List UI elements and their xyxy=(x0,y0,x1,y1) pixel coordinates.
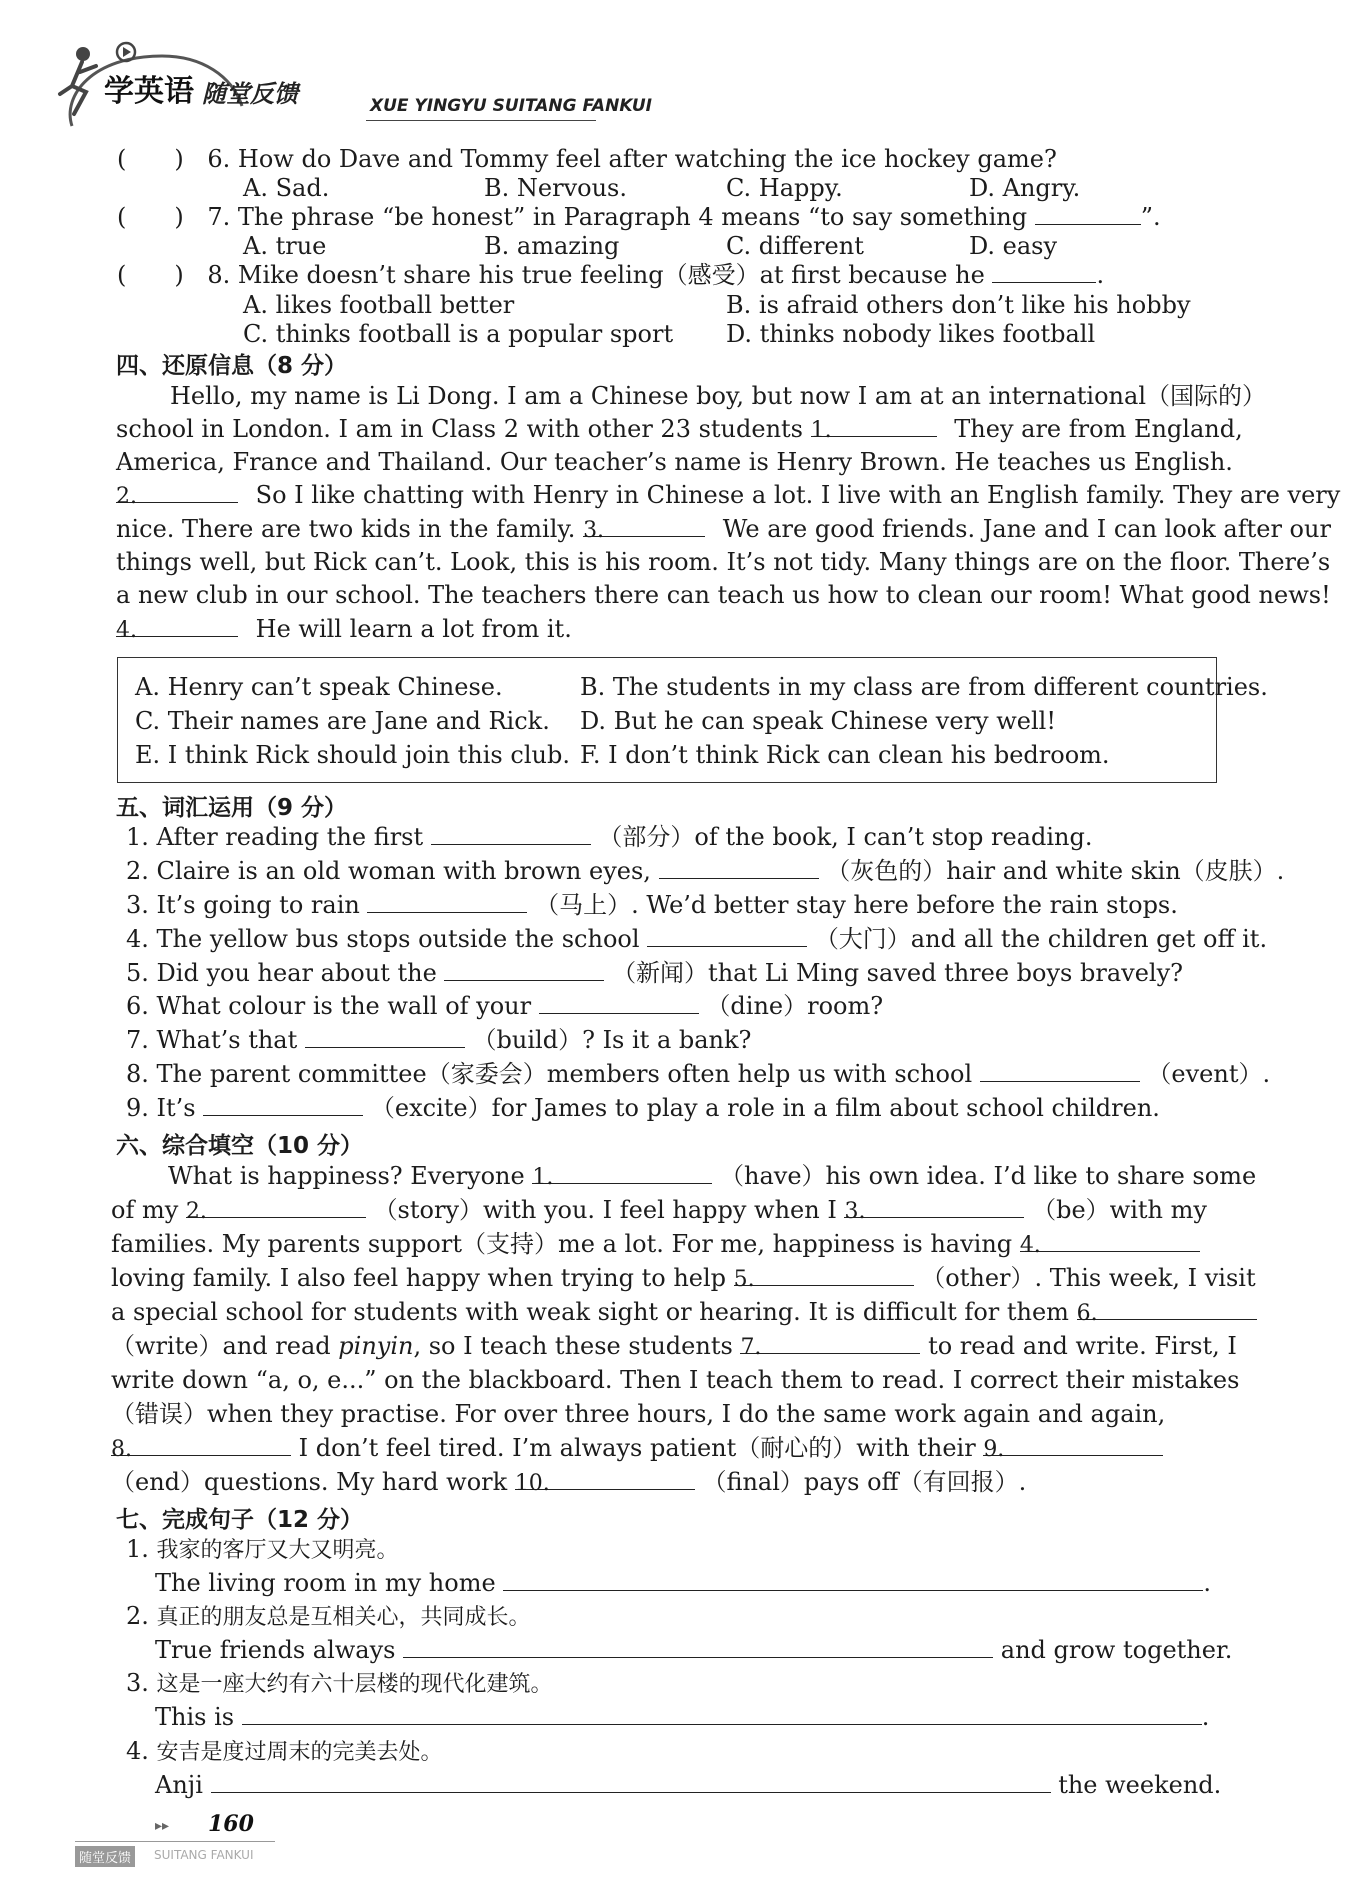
sentence-blank[interactable] xyxy=(242,1702,1202,1725)
sentence-3-en: This is . xyxy=(155,1703,1210,1731)
section4-line-6: things well, but Rick can’t. Look, this is his room. It’s not tidy. Many things are on the floor. There’s xyxy=(116,548,1331,576)
blank-2[interactable]: 2. xyxy=(116,480,238,503)
option-f[interactable]: F. I don’t think Rick can clean his bedroom. xyxy=(580,741,1110,769)
mc-q8-option-d[interactable]: D. thinks nobody likes football xyxy=(726,320,1096,348)
vocab-item-9: 9. It’s （excite）for James to play a role in a film about school children. xyxy=(126,1094,1160,1122)
cloze-line-10: （end）questions. My hard work 10. （final）pays off（有回报）. xyxy=(111,1468,1027,1496)
sentence-2-cn: 2. 真正的朋友总是互相关心，共同成长。 xyxy=(126,1602,531,1630)
cloze-line-6: （write）and read pinyin, so I teach these students 7. to read and write. First, I xyxy=(111,1332,1237,1360)
options-box xyxy=(117,657,1268,783)
header-banner xyxy=(52,36,652,136)
answer-blank[interactable] xyxy=(992,260,1096,283)
question-text: The phrase “be honest” in Paragraph 4 means “to say something xyxy=(237,203,1028,231)
section4-line-8: 4. He will learn a lot from it. xyxy=(116,615,572,643)
mc-q6 xyxy=(117,144,1057,174)
cloze-blank-4[interactable]: 4. xyxy=(1020,1229,1200,1252)
vocab-item-2: 2. Claire is an old woman with brown eyes, （灰色的）hair and white skin（皮肤）. xyxy=(126,857,1285,885)
sentence-blank[interactable] xyxy=(503,1568,1203,1591)
header-title-pinyin: XUE YINGYU SUITANG FANKUI xyxy=(370,96,653,116)
answer-paren[interactable]: ( ) xyxy=(117,145,184,173)
cloze-line-8: （错误）when they practise. For over three hours, I do the same work again and again, xyxy=(111,1400,1166,1428)
vocab-item-8: 8. The parent committee（家委会）members often help us with school （event）. xyxy=(126,1060,1271,1088)
option-b[interactable]: B. The students in my class are from different countries. xyxy=(580,673,1268,701)
option-c[interactable]: C. Their names are Jane and Rick. xyxy=(135,707,550,735)
section4-line-1: Hello, my name is Li Dong. I am a Chinese boy, but now I am at an international（国际的） xyxy=(170,382,1266,410)
vocab-item-6: 6. What colour is the wall of your （dine）room? xyxy=(126,992,884,1020)
cloze-blank-9[interactable]: 9. xyxy=(983,1433,1163,1456)
option-e[interactable]: E. I think Rick should join this club. xyxy=(135,741,570,769)
vocab-blank[interactable] xyxy=(367,890,527,913)
header-title-cn: 学英语 xyxy=(104,74,194,109)
cloze-line-2: of my 2. （story）with you. I feel happy when I 3. （be）with my xyxy=(111,1196,1207,1224)
page-number: 160 xyxy=(208,1811,254,1837)
sentence-4-en: Anji the weekend. xyxy=(155,1771,1222,1799)
section4-heading: 四、还原信息（8 分） xyxy=(116,353,348,379)
cloze-blank-8[interactable]: 8. xyxy=(111,1433,291,1456)
sentence-1-en: The living room in my home . xyxy=(155,1569,1211,1597)
cloze-line-7: write down “a, o, e...” on the blackboard. Then I teach them to read. I correct their mistakes xyxy=(111,1366,1240,1394)
mc-q7: ( ) 7. The phrase “be honest” in Paragraph 4 means “to say something ”. xyxy=(117,203,1161,231)
blank-1[interactable]: 1. xyxy=(811,414,937,437)
cloze-line-9: 8. I don’t feel tired. I’m always patient（耐心的）with their 9. xyxy=(111,1433,1163,1463)
section5-heading: 五、词汇运用（9 分） xyxy=(116,795,348,821)
question-number: 8. xyxy=(207,261,231,289)
blank-4[interactable]: 4. xyxy=(116,614,238,637)
vocab-item-7: 7. What’s that （build）? Is it a bank? xyxy=(126,1026,752,1054)
cloze-blank-5[interactable]: 5. xyxy=(734,1263,914,1286)
cloze-blank-2[interactable]: 2. xyxy=(186,1195,366,1218)
question-text: How do Dave and Tommy feel after watching the ice hockey game? xyxy=(237,145,1057,173)
section4-line-4: 2. So I like chatting with Henry in Chinese a lot. I live with an English family. They are very xyxy=(116,481,1341,509)
question-number: 6. xyxy=(207,145,231,173)
mc-q8-option-c[interactable]: C. thinks football is a popular sport xyxy=(243,320,674,348)
vocab-blank[interactable] xyxy=(659,856,819,879)
vocab-item-3: 3. It’s going to rain （马上）. We’d better stay here before the rain stops. xyxy=(126,891,1178,919)
cloze-line-4: loving family. I also feel happy when trying to help 5. （other）. This week, I visit xyxy=(111,1264,1256,1292)
section4-line-7: a new club in our school. The teachers there can teach us how to clean our room! What good news! xyxy=(116,581,1331,609)
cloze-blank-1[interactable]: 1. xyxy=(532,1161,712,1184)
option-a[interactable]: A. Henry can’t speak Chinese. xyxy=(135,673,503,701)
mc-q8: ( ) 8. Mike doesn’t share his true feeling（感受）at first because he . xyxy=(117,261,1105,289)
vocab-item-4: 4. The yellow bus stops outside the school （大门）and all the children get off it. xyxy=(126,925,1268,953)
vocab-blank[interactable] xyxy=(431,822,591,845)
cloze-blank-10[interactable]: 10. xyxy=(515,1467,695,1490)
mc-q8-option-b[interactable]: B. is afraid others don’t like his hobby xyxy=(726,291,1191,319)
footer-rule xyxy=(75,1841,275,1842)
vocab-blank[interactable] xyxy=(539,991,699,1014)
footer-label-cn: 随堂反馈 xyxy=(75,1846,135,1867)
section7-heading: 七、完成句子（12 分） xyxy=(116,1507,364,1533)
vocab-item-5: 5. Did you hear about the （新闻）that Li Ming saved three boys bravely? xyxy=(126,959,1183,987)
mc-q7-option-d[interactable]: D. easy xyxy=(969,232,1058,260)
cloze-blank-7[interactable]: 7. xyxy=(740,1331,920,1354)
vocab-blank[interactable] xyxy=(444,958,604,981)
sentence-blank[interactable] xyxy=(403,1635,993,1658)
sentence-4-cn: 4. 安吉是度过周末的完美去处。 xyxy=(126,1737,443,1765)
sentence-1-cn: 1. 我家的客厅又大又明亮。 xyxy=(126,1535,399,1563)
mc-q6-option-d[interactable]: D. Angry. xyxy=(969,174,1081,202)
sentence-3-cn: 3. 这是一座大约有六十层楼的现代化建筑。 xyxy=(126,1669,553,1697)
mc-q6-option-a[interactable]: A. Sad. xyxy=(243,174,330,202)
header-subtitle-cn: 随堂反馈 xyxy=(202,80,298,108)
answer-paren[interactable]: ( ) xyxy=(117,203,184,231)
mc-q7-option-b[interactable]: B. amazing xyxy=(484,232,620,260)
section6-heading: 六、综合填空（10 分） xyxy=(116,1133,364,1159)
vocab-blank[interactable] xyxy=(305,1025,465,1048)
sentence-2-en: True friends always and grow together. xyxy=(155,1636,1233,1664)
section4-line-2: school in London. I am in Class 2 with other 23 students 1. They are from England, xyxy=(116,415,1243,443)
header-rule xyxy=(366,120,596,121)
cloze-blank-6[interactable]: 6. xyxy=(1077,1297,1257,1320)
section4-line-3: America, France and Thailand. Our teacher’s name is Henry Brown. He teaches us English. xyxy=(116,448,1233,476)
mc-q6-option-c[interactable]: C. Happy. xyxy=(726,174,843,202)
vocab-blank[interactable] xyxy=(647,924,807,947)
answer-paren[interactable]: ( ) xyxy=(117,261,184,289)
cloze-line-3: families. My parents support（支持）me a lot. For me, happiness is having 4. xyxy=(111,1229,1200,1259)
mc-q8-option-a[interactable]: A. likes football better xyxy=(243,291,515,319)
question-text: Mike doesn’t share his true feeling（感受）at first because he xyxy=(237,261,985,289)
footer-arrows-icon: ▸▸ xyxy=(155,1818,170,1834)
footer-label-en: SUITANG FANKUI xyxy=(154,1848,254,1862)
vocab-item-1: 1. After reading the first （部分）of the book, I can’t stop reading. xyxy=(126,823,1093,851)
answer-blank[interactable] xyxy=(1035,202,1141,225)
mc-q7-option-c[interactable]: C. different xyxy=(726,232,864,260)
blank-3[interactable]: 3. xyxy=(583,514,705,537)
section4-line-5: nice. There are two kids in the family. 3. We are good friends. Jane and I can look after our xyxy=(116,515,1331,543)
mc-q7-option-a[interactable]: A. true xyxy=(243,232,327,260)
cloze-blank-3[interactable]: 3. xyxy=(844,1195,1024,1218)
cloze-line-1: What is happiness? Everyone 1. （have）his own idea. I’d like to share some xyxy=(168,1162,1257,1190)
option-d[interactable]: D. But he can speak Chinese very well! xyxy=(580,707,1056,735)
cloze-line-5: a special school for students with weak sight or hearing. It is difficult for them 6. xyxy=(111,1297,1257,1327)
mc-q6-option-b[interactable]: B. Nervous. xyxy=(484,174,627,202)
question-number: 7. xyxy=(207,203,231,231)
vocab-blank[interactable] xyxy=(980,1059,1140,1082)
sentence-blank[interactable] xyxy=(211,1770,1051,1793)
vocab-blank[interactable] xyxy=(203,1093,363,1116)
